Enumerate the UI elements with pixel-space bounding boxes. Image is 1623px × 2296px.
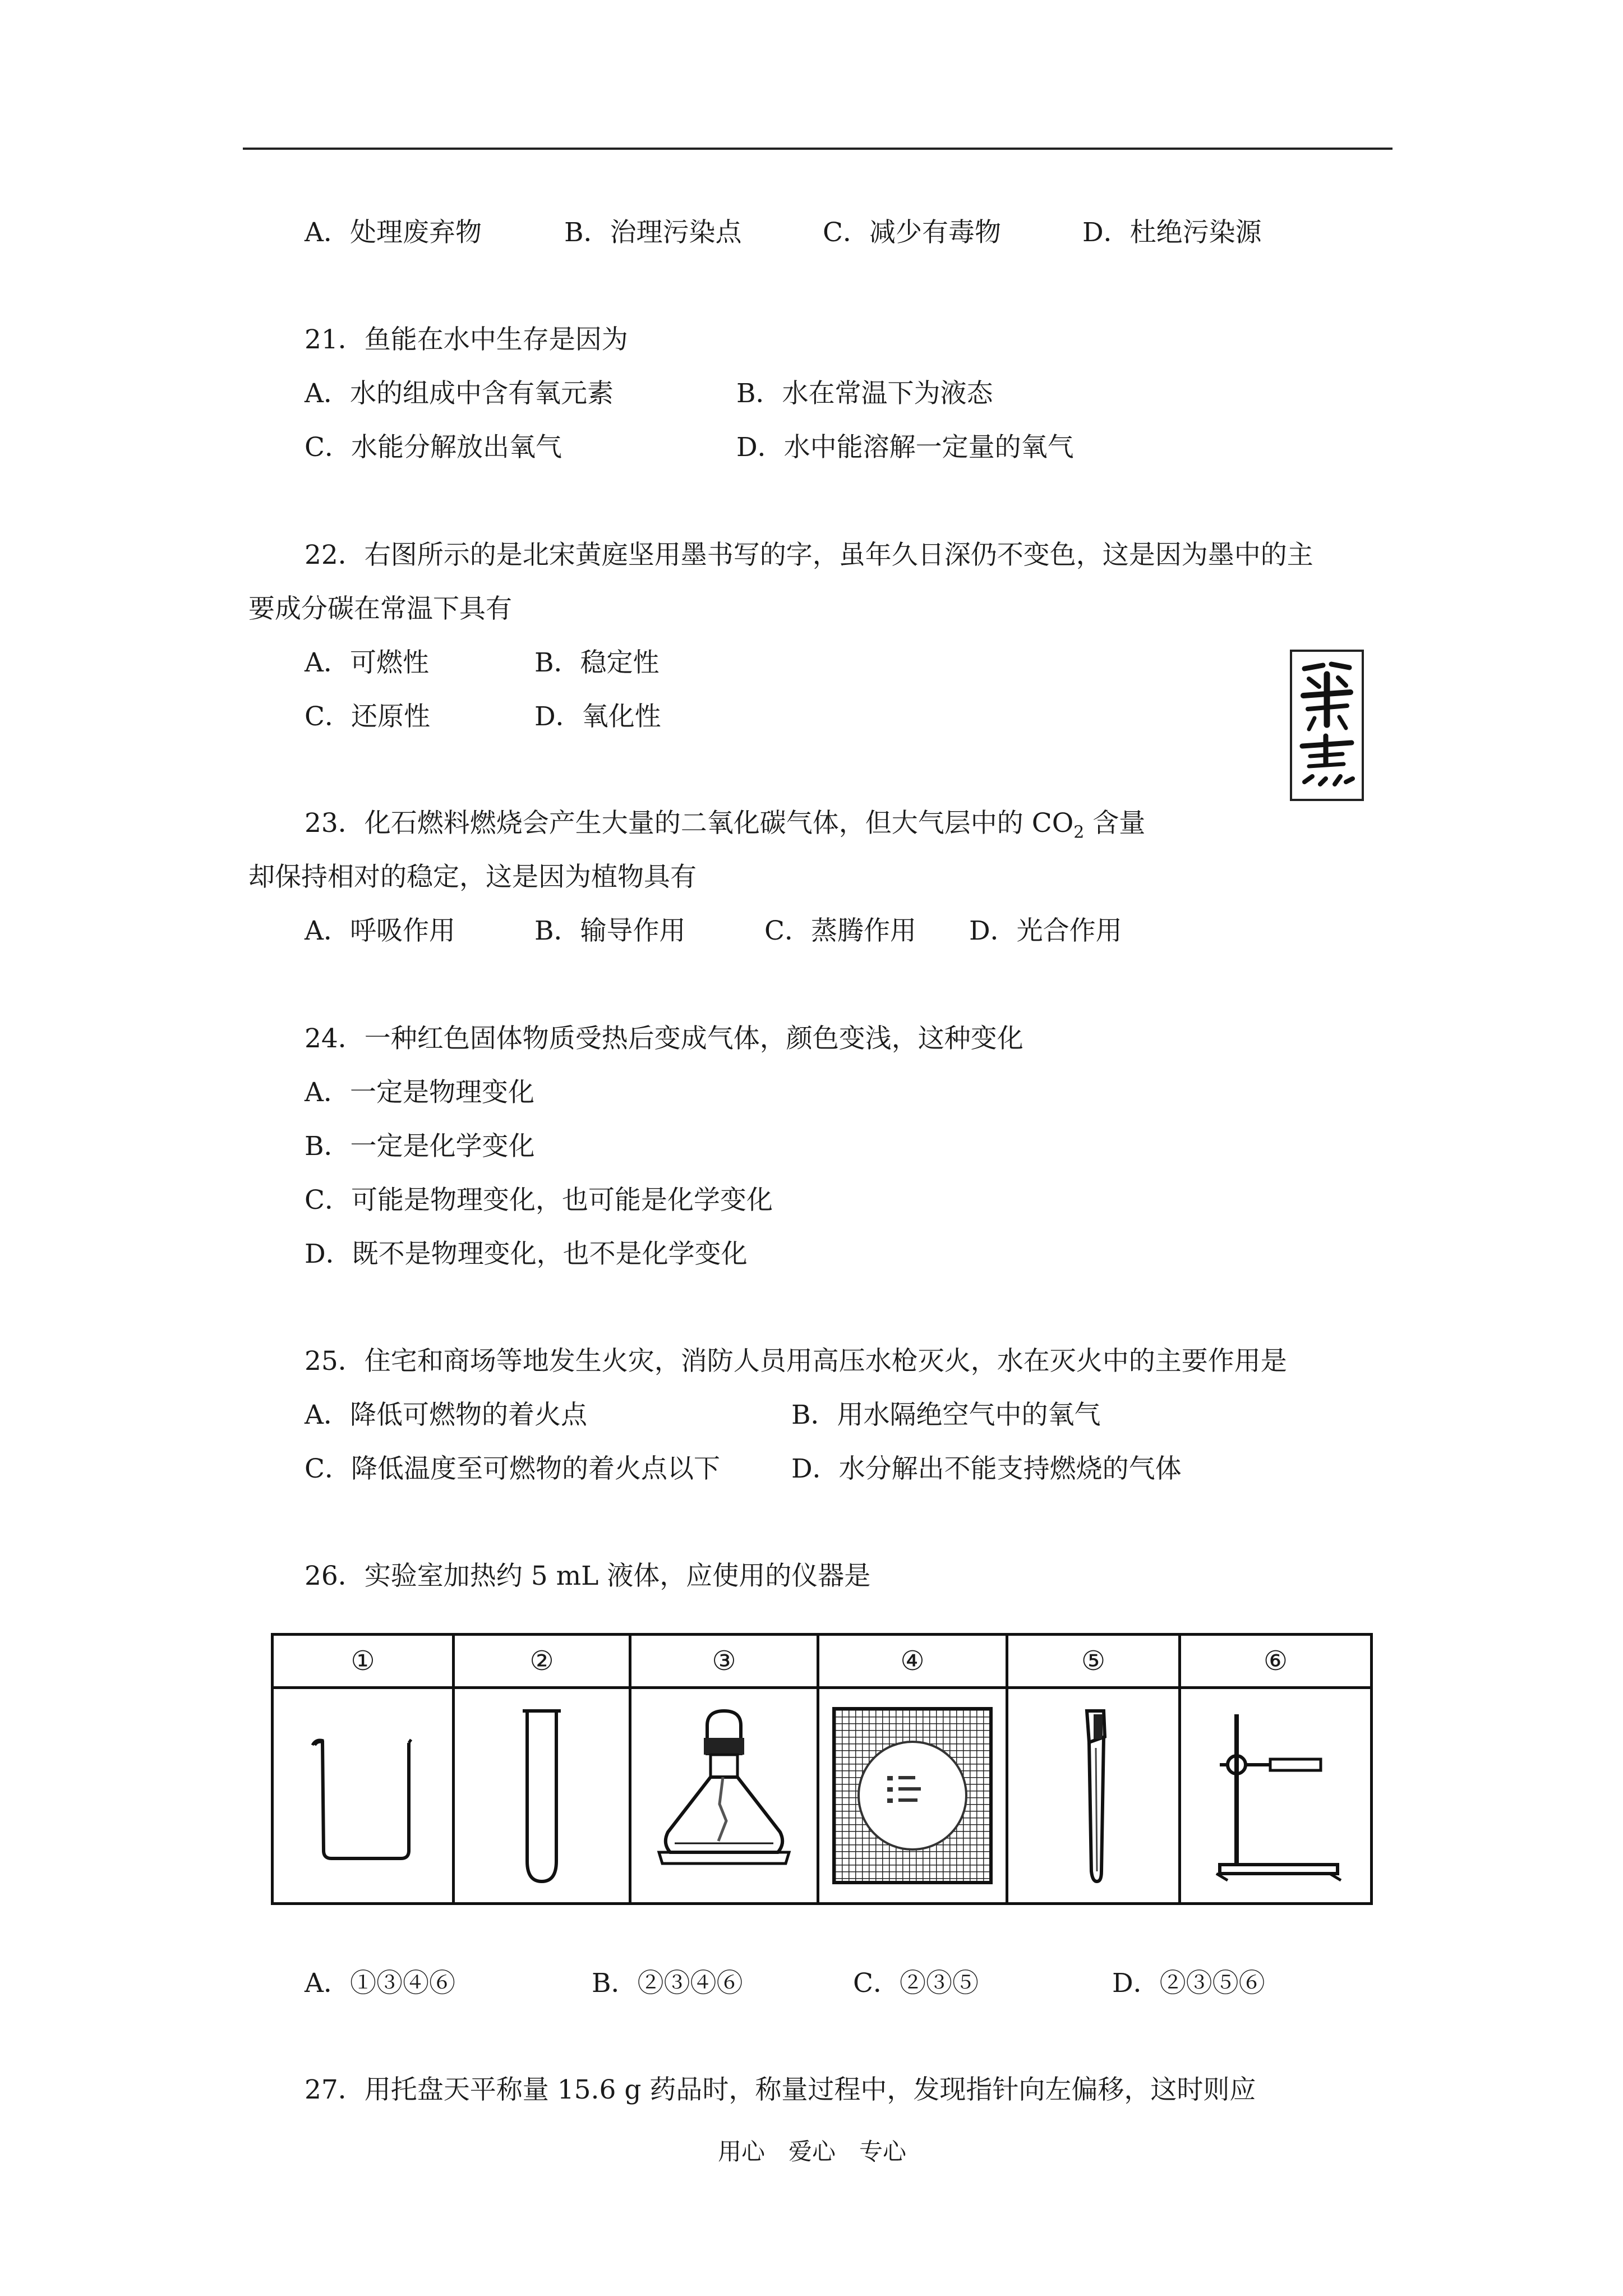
q22-stem-line1: 22．右图所示的是北宋黄庭坚用墨书写的字，虽年久日深仍不变色，这是因为墨中的主 (305, 540, 1313, 570)
calligraphy-strokes-icon (1292, 652, 1362, 799)
apparatus-image-row (273, 1688, 1372, 1904)
apparatus-cell-6 (1180, 1688, 1372, 1904)
q21-option-c: C．水能分解放出氧气 (305, 432, 562, 463)
q26-stem: 26．实验室加热约 5 mL 液体，应使用的仪器是 (305, 1561, 871, 1591)
apparatus-num-5: ⑤ (1007, 1635, 1180, 1688)
q23-stem-text: 23．化石燃料燃烧会产生大量的二氧化碳气体，但大气层中的 CO (305, 808, 1074, 839)
q20-option-b: B．治理污染点 (564, 217, 742, 248)
q24-option-d: D．既不是物理变化，也不是化学变化 (305, 1239, 748, 1269)
apparatus-number-row (273, 1635, 1372, 1688)
alcohol-lamp-icon (651, 1703, 797, 1888)
q24-stem: 24．一种红色固体物质受热后变成气体，颜色变浅，这种变化 (305, 1023, 1023, 1054)
q24-option-c: C．可能是物理变化，也可能是化学变化 (305, 1185, 773, 1216)
q22-option-c: C．还原性 (305, 701, 430, 732)
q21-option-b: B．水在常温下为液态 (736, 378, 993, 409)
q20-option-d: D．杜绝污染源 (1082, 217, 1262, 248)
asbestos-gauze-icon (828, 1703, 997, 1888)
q26-option-c: C．②③⑤ (853, 1968, 979, 1999)
q22-option-d: D．氧化性 (534, 701, 661, 732)
apparatus-num-2: ② (454, 1635, 630, 1688)
q22-option-b: B．稳定性 (534, 647, 660, 678)
iron-stand-icon (1203, 1703, 1349, 1888)
q23-option-b: B．输导作用 (534, 915, 686, 946)
test-tube-icon (508, 1703, 575, 1888)
q20-option-a: A．处理废弃物 (305, 217, 482, 248)
q23-stem-line2: 却保持相对的稳定，这是因为植物具有 (248, 862, 697, 892)
apparatus-cell-2 (454, 1688, 630, 1904)
q26-option-b: B．②③④⑥ (592, 1968, 743, 1999)
q26-option-d: D．②③⑤⑥ (1112, 1968, 1265, 1999)
q23-stem-line1 (305, 807, 1145, 849)
q21-option-d: D．水中能溶解一定量的氧气 (736, 432, 1074, 463)
q26-option-a: A．①③④⑥ (305, 1968, 455, 1999)
q20-option-c: C．减少有毒物 (823, 217, 1001, 248)
page-footer: 用心 爱心 专心 (718, 2138, 907, 2165)
test-tube-holder-icon (1060, 1703, 1127, 1888)
q23-option-d: D．光合作用 (969, 915, 1122, 946)
q21-stem: 21．鱼能在水中生存是因为 (305, 324, 628, 355)
apparatus-num-3: ③ (630, 1635, 818, 1688)
q27-stem: 27．用托盘天平称量 15.6 g 药品时，称量过程中，发现指针向左偏移，这时则应 (305, 2074, 1256, 2105)
apparatus-cell-5 (1007, 1688, 1180, 1904)
q23-option-a: A．呼吸作用 (305, 915, 455, 946)
q25-option-b: B．用水隔绝空气中的氧气 (791, 1400, 1101, 1430)
apparatus-num-4: ④ (818, 1635, 1007, 1688)
apparatus-table (271, 1633, 1373, 1905)
q24-option-b: B．一定是化学变化 (305, 1131, 535, 1162)
beaker-icon (307, 1723, 419, 1869)
apparatus-num-6: ⑥ (1180, 1635, 1372, 1688)
q22-option-a: A．可燃性 (305, 647, 429, 678)
apparatus-cell-3 (630, 1688, 818, 1904)
q21-option-a: A．水的组成中含有氧元素 (305, 378, 614, 409)
header-rule (243, 148, 1393, 150)
q25-option-a: A．降低可燃物的着火点 (305, 1400, 587, 1430)
q25-option-c: C．降低温度至可燃物的着火点以下 (305, 1453, 720, 1484)
apparatus-cell-1 (273, 1688, 454, 1904)
q25-option-d: D．水分解出不能支持燃烧的气体 (791, 1453, 1182, 1484)
q25-stem: 25．住宅和商场等地发生火灾，消防人员用高压水枪灭火，水在灭火中的主要作用是 (305, 1346, 1287, 1377)
apparatus-num-1: ① (273, 1635, 454, 1688)
q23-stem-text-end: 含量 (1084, 808, 1146, 839)
q23-stem-subscript: 2 (1073, 822, 1085, 843)
q24-option-a: A．一定是物理变化 (305, 1077, 534, 1108)
q22-stem-line2: 要成分碳在常温下具有 (248, 593, 512, 624)
apparatus-cell-4 (818, 1688, 1007, 1904)
q23-option-c: C．蒸腾作用 (764, 915, 916, 946)
ink-calligraphy-image (1290, 650, 1364, 801)
